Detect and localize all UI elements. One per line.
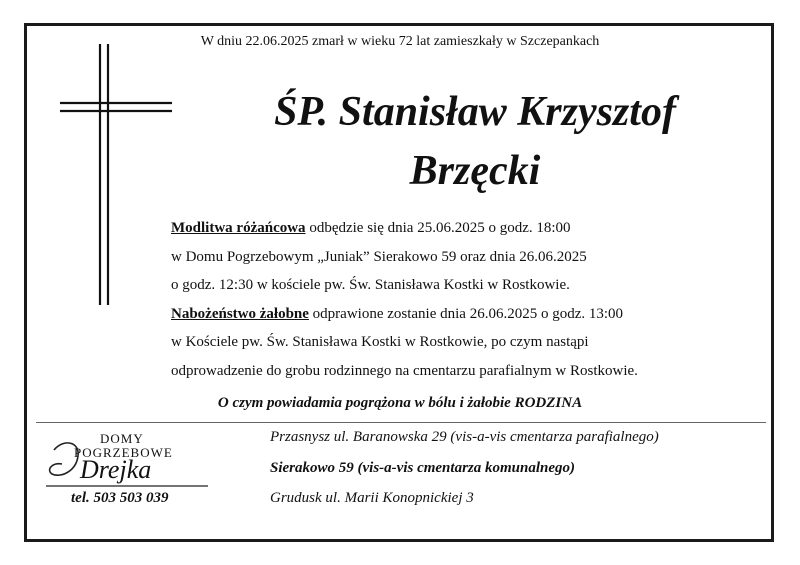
- detail-line-1: [171, 214, 638, 243]
- logo-text-drejka: Drejka: [80, 455, 152, 484]
- divider: [36, 422, 766, 423]
- logo-text-domy: DOMY: [100, 431, 144, 446]
- detail-line-3: [171, 271, 638, 300]
- mass-heading: Nabożeństwo żałobne: [171, 305, 309, 322]
- family-closing: O czym powiadamia pogrążona w bólu i żałobie RODZINA: [217, 395, 583, 411]
- death-notice-intro: W dniu 22.06.2025 zmarł w wieku 72 lat zamieszkały w Szczepankach: [200, 34, 600, 49]
- detail-text-5: w Kościele pw. Św. Stanisława Kostki w Rostkowie, po czym nastąpi: [171, 334, 589, 350]
- rosary-heading: Modlitwa różańcowa: [171, 220, 306, 236]
- logo-text-pogrzebowe: POGRZEBOWE: [74, 445, 173, 460]
- detail-text-1: odbędzie się dnia 25.06.2025 o godz. 18:00: [305, 220, 571, 236]
- address-sierakowo: Sierakowo 59 (vis-a-vis cmentarza komunalnego): [270, 460, 576, 476]
- detail-text-2: w Domu Pogrzebowym „Juniak” Sierakowo 59 oraz dnia 26.06.2025: [171, 248, 587, 265]
- detail-text-6: odprowadzenie do grobu rodzinnego na cmentarzu parafialnym w Rostkowie.: [171, 362, 638, 379]
- detail-line-4: [171, 300, 638, 329]
- address-grudusk: Grudusk ul. Marii Konopnickiej 3: [270, 490, 474, 506]
- ceremony-details: [171, 214, 638, 385]
- detail-line-2: [171, 243, 638, 272]
- detail-text-4: odprawione zostanie dnia 26.06.2025 o godz. 13:00: [308, 305, 624, 322]
- detail-line-6: [171, 357, 638, 386]
- address-przasnysz: Przasnysz ul. Baranowska 29 (vis-a-vis cmentarza parafialnego): [270, 429, 659, 445]
- phone-number: tel. 503 503 039: [71, 490, 169, 506]
- detail-line-5: [171, 328, 638, 357]
- deceased-name-line2: Brzęcki: [409, 148, 541, 194]
- detail-text-3: o godz. 12:30 w kościele pw. Św. Stanisława Kostki w Rostkowie.: [171, 277, 570, 293]
- deceased-name-line1: ŚP. Stanisław Krzysztof: [274, 89, 676, 135]
